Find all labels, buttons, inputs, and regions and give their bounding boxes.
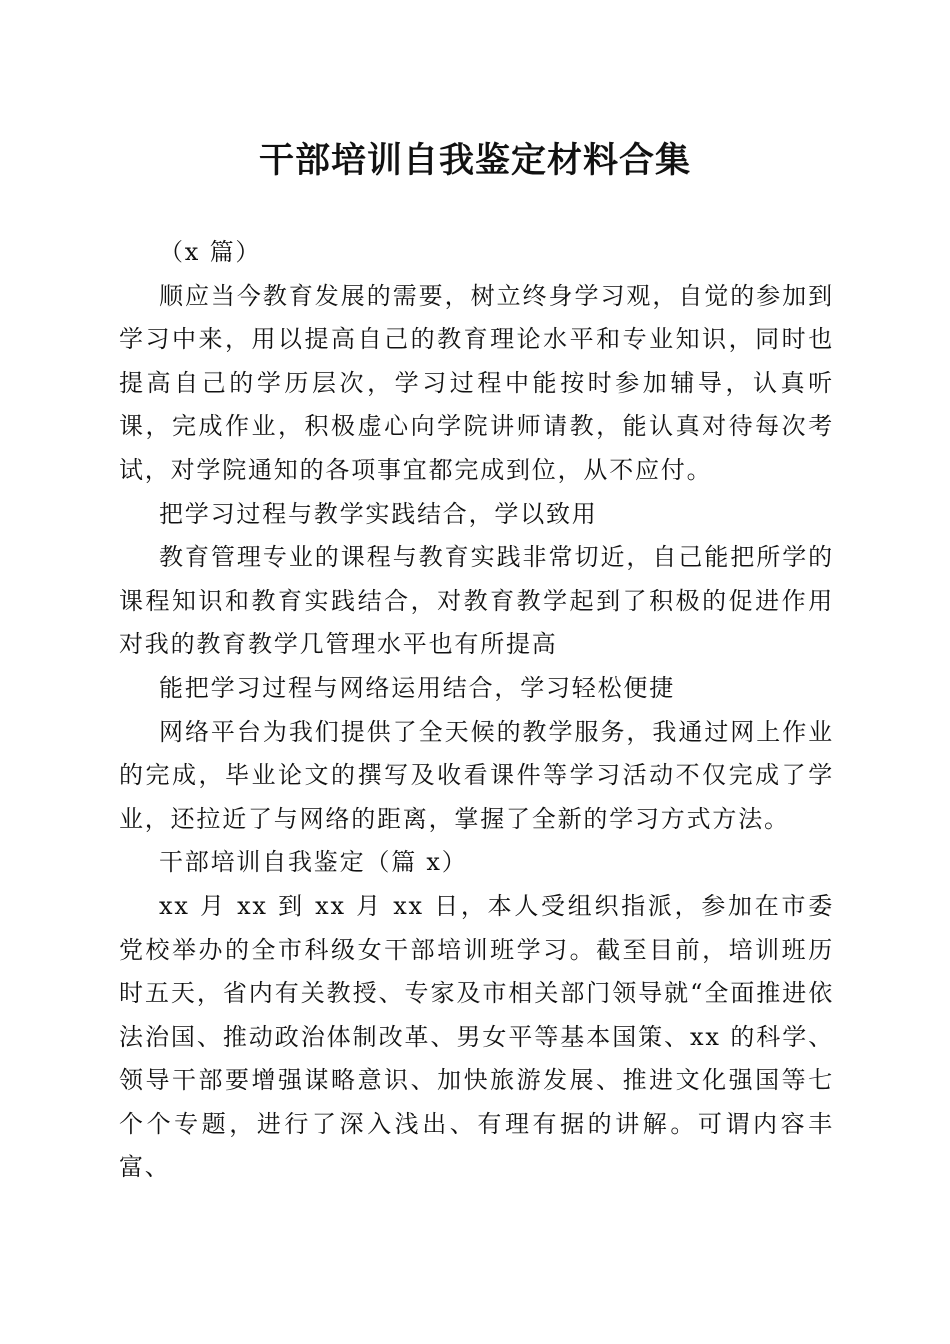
- paragraph-section-marker: （x 篇）: [159, 238, 262, 266]
- paragraph-heading-network: 能把学习过程与网络运用结合，学习轻松便捷: [159, 673, 675, 702]
- document-body: [119, 231, 834, 1190]
- paragraph-heading-practice: 把学习过程与教学实践结合，学以致用: [159, 499, 598, 528]
- paragraph-study-attitude: 顺应当今教育发展的需要，树立终身学习观，自觉的参加到学习中来，用以提高自己的教育理论水平和专业知识，同时也提高自己的学历层次，学习过程中能按时参加辅导，认真听课，完成作业，积极虚心向学院讲师请教，能认真对待每次考试，对学院通知的各项事宜都完成到位，从不应付。: [119, 281, 834, 484]
- document-title: 干部培训自我鉴定材料合集: [258, 140, 691, 181]
- paragraph-section-heading: 干部培训自我鉴定（篇 x）: [159, 848, 468, 877]
- paragraph-course-practice: 教育管理专业的课程与教育实践非常切近，自己能把所学的课程知识和教育实践结合，对教育教学起到了积极的促进作用对我的教育教学几管理水平也有所提高: [119, 543, 834, 659]
- paragraph-training-intro: xx 月 xx 到 xx 月 xx 日，本人受组织指派，参加在市委党校举办的全市科级女干部培训班学习。截至目前，培训班历时五天，省内有关教授、专家及市相关部门领导就“全面推进依法治国、推动政治体制改革、男女平等基本国策、xx 的科学、领导干部要增强谋略意识、加快旅游发展、推进文化强国等七个个专题，进行了深入浅出、有理有据的讲解。可谓内容丰富、: [119, 891, 834, 1182]
- paragraph-network-platform: 网络平台为我们提供了全天候的教学服务，我通过网上作业的完成，毕业论文的撰写及收看课件等学习活动不仅完成了学业，还拉近了与网络的距离，掌握了全新的学习方式方法。: [119, 717, 834, 833]
